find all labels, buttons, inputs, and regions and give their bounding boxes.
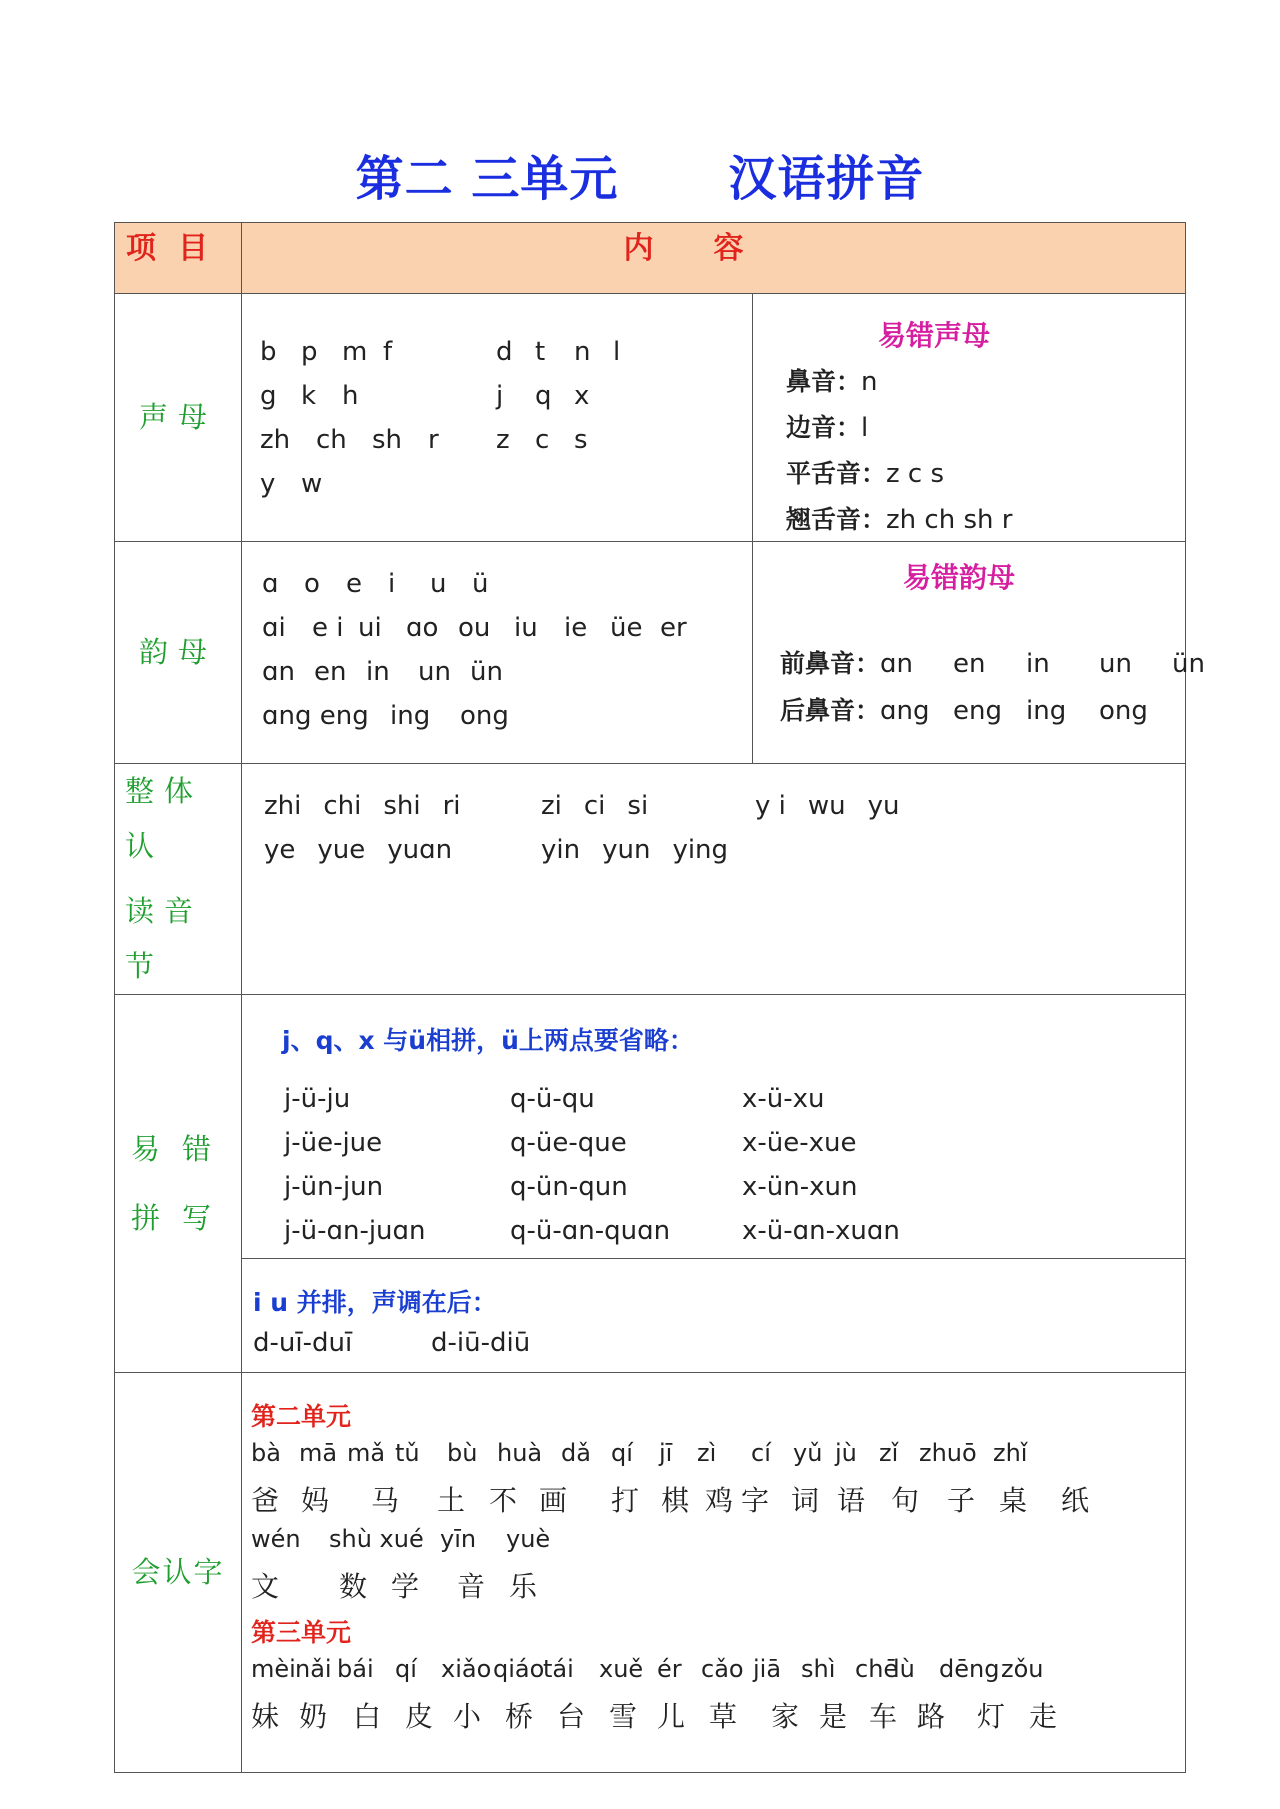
shengmu-left-line [260,462,469,506]
shengmu-left-syllable: zh [260,425,291,455]
yunmu-syllable: ɑ [262,569,279,599]
unit3-title: 第三单元 [251,1618,352,1648]
shengmu-right-line [496,462,652,506]
shengmu-left-syllable: y [260,469,276,499]
confusing-shengmu-value: zh ch sh r [886,505,1013,535]
confusing-shengmu-item [786,452,1012,498]
zhengti-label-line1: 整体认 [125,774,204,864]
hanzi: 雪 [609,1700,638,1734]
pinyin: mǎ [347,1439,386,1468]
hanzi: 草 [709,1700,738,1734]
spelling-example: q-ün-qun [510,1172,628,1203]
shengmu-left-syllable: m [342,337,368,367]
confusing-yunmu-value: ong [1099,696,1148,726]
yunmu-line [262,606,700,650]
yunmu-syllable: o [304,569,320,599]
pinyin: jī [659,1439,673,1468]
pinyin: zǒu [1001,1655,1044,1684]
shengmu-left-syllable: w [301,469,323,499]
hanzi: 奶 [299,1700,328,1734]
yunmu-syllable: ou [458,613,491,643]
zhengti-syllable: yu [867,791,900,821]
shengmu-right-line [496,330,652,374]
hanzi: 车 [869,1700,898,1734]
pinyin: mèi [251,1655,296,1684]
yunmu-syllable: e [346,569,362,599]
yunmu-syllable: un [418,657,451,687]
shengmu-left-syllable: sh [372,425,403,455]
pinyin: zhǐ [993,1439,1028,1468]
confusing-shengmu-key: 边音： [786,413,862,442]
hanzi: 棋 [661,1484,690,1518]
zhengti-group [264,828,541,872]
yunmu-confusing [753,542,1205,764]
pinyin: dǎ [561,1439,591,1468]
zhengti-group [541,828,755,872]
zhengti-group [541,784,755,828]
shengmu-left-line [260,330,469,374]
yunmu-syllable: ɑo [406,613,439,643]
shengmu-right-line [496,418,652,462]
zhengti-syllable: ye [264,835,296,865]
yicuo-line [284,1077,942,1121]
hanzi: 数 [339,1570,368,1604]
confusing-shengmu-key: 翘舌音： [786,505,887,534]
yicuo-line [284,1209,942,1253]
pinyin: ér [657,1655,682,1684]
zhengti-syllable: yue [317,835,366,865]
hanzi: 妹 [251,1700,280,1734]
hanzi: 妈 [301,1484,330,1518]
hanzi: 白 [353,1700,382,1734]
shengmu-left-syllable: ch [316,425,347,455]
yicuo-jqx [242,995,1186,1259]
hanzi: 纸 [1061,1484,1090,1518]
hanzi: 灯 [977,1700,1006,1734]
confusing-shengmu-value: l [861,413,869,443]
pinyin: zǐ [879,1439,899,1468]
shengmu-left-syllable: k [301,381,317,411]
pinyin: chē [855,1655,899,1684]
yunmu-line [262,650,700,694]
pinyin: nǎi [295,1655,332,1684]
yicuo-row-2 [115,1259,1186,1373]
hanzi: 台 [557,1700,586,1734]
confusing-shengmu-item [786,360,1012,406]
pinyin: zhuō [919,1439,977,1468]
yicuo-iu [242,1259,1186,1373]
confusing-yunmu-key: 前鼻音： [780,649,881,678]
hanzi: 土 [437,1484,466,1518]
yicuo-label [115,995,242,1373]
yunmu-line [262,694,700,738]
pinyin: jiā [753,1655,782,1684]
zhengti-group [264,784,541,828]
pinyin: tái [543,1655,574,1684]
header-label: 项目 [115,223,242,294]
zhengti-row [115,764,1186,995]
shengmu-left-syllable: r [428,425,439,455]
confusing-shengmu-key: 鼻音： [786,367,862,396]
unit2-title: 第二单元 [251,1402,352,1432]
title-subject: 汉语拼音 [728,151,925,207]
hanzi: 儿 [657,1700,686,1734]
confusing-yunmu-value: in [1026,649,1050,679]
confusing-yunmu-value: en [953,649,986,679]
yunmu-syllable: ie [564,613,588,643]
pinyin: bà [251,1439,281,1468]
yicuo-line [284,1121,942,1165]
hanzi: 乐 [509,1570,538,1604]
spelling-example: j-ü-ɑn-juɑn [284,1216,426,1247]
spelling-example: x-ü-ɑn-xuɑn [742,1216,900,1247]
spelling-example: j-ün-jun [284,1172,384,1203]
yicuo-label-line1: 易错 [130,1131,233,1166]
spelling-example: x-üe-xue [742,1128,857,1159]
hanzi: 字 [741,1484,770,1518]
rule-jqx: j、q、x 与ü相拼，ü上两点要省略： [282,1026,694,1056]
yunmu-syllable: iu [514,613,538,643]
pinyin: lù [893,1655,915,1684]
zhengti-syllable: yuɑn [387,835,453,865]
shengmu-syllable: l [613,337,621,367]
yunmu-syllable: e i [312,613,344,643]
pinyin: zì [697,1439,717,1468]
hanzi: 爸 [251,1484,280,1518]
yunmu-syllable: ɑng eng [262,701,369,731]
hanzi: 画 [539,1484,568,1518]
shengmu-syllable: c [535,425,550,455]
zhengti-syllable: ri [442,791,461,821]
confusing-yunmu-value: ing [1026,696,1067,726]
pinyin: qiáo [493,1655,545,1684]
confusing-shengmu-value: z c s [886,459,945,489]
confusing-shengmu-key: 平舌音： [786,459,887,488]
pinyin: shì [801,1655,836,1684]
hanzi: 是 [819,1700,848,1734]
hanzi: 打 [611,1484,640,1518]
shengmu-left-line [260,374,469,418]
yunmu-list [242,542,753,764]
zhengti-line [264,828,955,872]
shengmu-confusing [753,294,1186,542]
pinyin: wén [251,1525,301,1554]
yunmu-label: 韵母 [115,542,242,764]
shengmu-right-line [496,374,652,418]
pinyin: shù xué [329,1525,424,1554]
confusing-shengmu-item [786,406,1012,452]
yicuo-label-line2: 拼写 [130,1200,233,1235]
shengmu-list [242,294,753,542]
zhengti-syllable: ci [583,791,606,821]
zhengti-label-line2: 读音节 [125,894,204,984]
huirenzi-row [115,1373,1186,1773]
pinyin: cǎo [701,1655,744,1684]
confusing-yunmu-value: eng [953,696,1002,726]
yunmu-syllable: i [388,569,396,599]
yunmu-syllable: in [366,657,390,687]
confusing-yunmu-value: ün [1172,649,1205,679]
spelling-example: q-ü-qu [510,1084,595,1115]
shengmu-left-syllable: p [301,337,318,367]
header-content: 内容 [242,223,1186,294]
hanzi: 皮 [405,1700,434,1734]
zhengti-syllable: ying [672,835,729,865]
confusing-shengmu-value: n [861,367,878,397]
shengmu-left-syllable: h [342,381,359,411]
confusing-shengmu-item [786,498,1012,544]
spelling-example: j-ü-ju [284,1084,351,1115]
tone-example: d-iū-diū [431,1328,531,1359]
pinyin: mā [299,1439,338,1468]
confusing-yunmu-value: ɑng [880,696,930,726]
yunmu-syllable: ong [460,701,509,731]
zhengti-syllable: wu [807,791,846,821]
shengmu-syllable: x [574,381,590,411]
zhengti-group [755,784,955,828]
pinyin: bù [447,1439,478,1468]
zhengti-syllable: zi [541,791,562,821]
pinyin: huà [497,1439,543,1468]
shengmu-syllable: d [496,337,513,367]
pinyin: bái [337,1655,374,1684]
hanzi: 桌 [999,1484,1028,1518]
confusing-yunmu-item [780,689,1245,736]
rule-iu: i u 并排，声调在后： [253,1288,497,1318]
shengmu-left-line [260,418,469,462]
zhengti-syllable: chi [323,791,362,821]
spelling-example: j-üe-jue [284,1128,383,1159]
pinyin: jù [835,1439,857,1468]
pinyin: qí [395,1655,417,1684]
pinyin: tǔ [395,1439,420,1468]
shengmu-left-syllable: f [383,337,393,367]
pinyin: qí [611,1439,633,1468]
pinyin: xiǎo [441,1655,492,1684]
header-row [115,223,1186,294]
summary-table [114,222,1205,1773]
shengmu-row [115,294,1186,542]
hanzi: 不 [489,1484,518,1518]
spelling-example: q-üe-que [510,1128,627,1159]
tone-example: d-uī-duī [253,1328,353,1359]
pinyin: yǔ [793,1439,823,1468]
yunmu-line [262,562,700,606]
shengmu-syllable: q [535,381,552,411]
hanzi: 学 [391,1570,420,1604]
yunmu-syllable: er [660,613,687,643]
hanzi: 路 [917,1700,946,1734]
zhengti-label [115,764,242,995]
zhengti-syllable: yin [541,835,581,865]
huirenzi-content [242,1373,1186,1773]
spelling-example: x-ün-xun [742,1172,858,1203]
zhengti-syllable: si [627,791,649,821]
shengmu-left-syllable: g [260,381,277,411]
shengmu-syllable: s [574,425,588,455]
hanzi: 音 [457,1570,486,1604]
yunmu-syllable: üe [610,613,643,643]
shengmu-syllable: n [574,337,591,367]
page-title [0,140,1280,209]
hanzi: 句 [891,1484,920,1518]
pinyin: yuè [506,1525,551,1554]
spelling-example: x-ü-xu [742,1084,825,1115]
pinyin: xuě [599,1655,644,1684]
pinyin: cí [751,1439,771,1468]
shengmu-label: 声母 [115,294,242,542]
yunmu-syllable: ün [470,657,503,687]
yunmu-syllable: ing [390,701,431,731]
title-unit: 第二 三单元 [355,151,619,207]
zhengti-list [242,764,1186,995]
hanzi: 走 [1029,1700,1058,1734]
huirenzi-label: 会认字 [115,1373,242,1773]
yunmu-syllable: ü [472,569,489,599]
shengmu-left-syllable: b [260,337,277,367]
confusing-yunmu-value: un [1099,649,1132,679]
spelling-example: q-ü-ɑn-quɑn [510,1216,671,1247]
yunmu-syllable: ɑn [262,657,295,687]
shengmu-syllable: t [535,337,546,367]
zhengti-syllable: shi [383,791,421,821]
zhengti-syllable: zhi [264,791,302,821]
pinyin: yīn [440,1525,477,1554]
hanzi: 家 [771,1700,800,1734]
confusing-yunmu-title: 易错韵母 [903,561,1016,594]
zhengti-line [264,784,955,828]
confusing-yunmu-item [780,642,1245,689]
yunmu-syllable: u [430,569,447,599]
hanzi: 桥 [505,1700,534,1734]
hanzi: 语 [837,1484,866,1518]
hanzi: 词 [791,1484,820,1518]
shengmu-syllable: j [496,381,504,411]
shengmu-syllable: z [496,425,510,455]
zhengti-syllable: y i [755,791,786,821]
hanzi: 文 [251,1570,280,1604]
confusing-yunmu-value: ɑn [880,649,913,679]
yunmu-row [115,542,1186,764]
hanzi: 鸡 [705,1484,734,1518]
hanzi: 子 [947,1484,976,1518]
zhengti-syllable: yun [602,835,651,865]
confusing-yunmu-key: 后鼻音： [780,696,881,725]
yicuo-line [284,1165,942,1209]
pinyin: dēng [939,1655,1000,1684]
yunmu-syllable: en [314,657,347,687]
yicuo-row-1 [115,995,1186,1259]
yunmu-syllable: ɑi [262,613,286,643]
yunmu-syllable: ui [358,613,382,643]
confusing-shengmu-title: 易错声母 [878,319,991,352]
hanzi: 小 [453,1700,482,1734]
hanzi: 马 [371,1484,400,1518]
